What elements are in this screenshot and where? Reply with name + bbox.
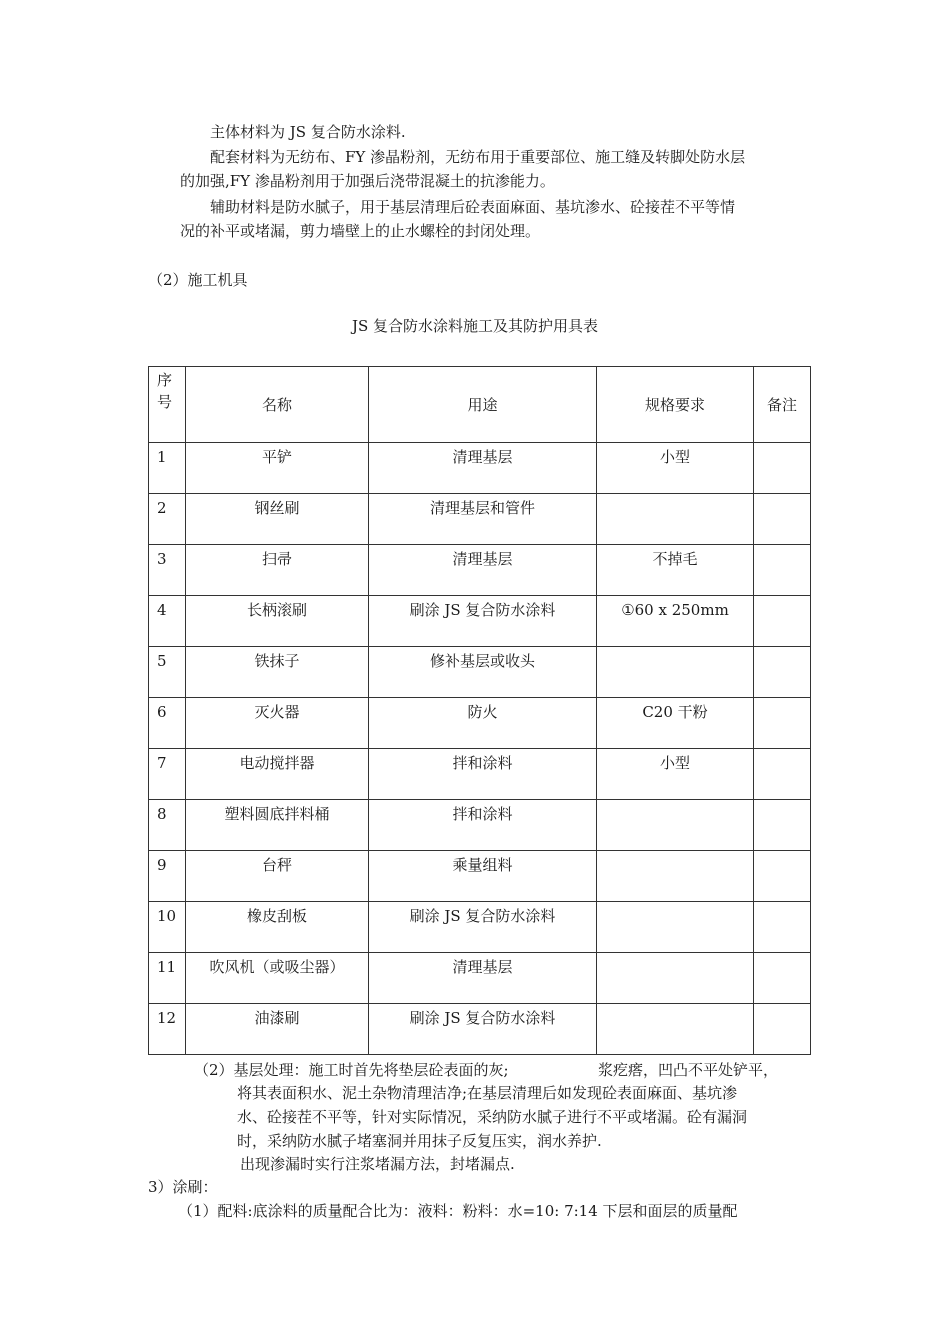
- table-row: [149, 902, 811, 953]
- auxiliary-material-line-1: 辅助材料是防水腻子，用于基层清理后砼表面麻面、基坑渗水、砼接茬不平等情: [210, 198, 736, 216]
- cell-seq: 7: [149, 749, 186, 800]
- header-name: 名称: [186, 367, 369, 443]
- base-treatment-line-1a: （2）基层处理：施工时首先将垫层砼表面的灰;: [194, 1061, 509, 1079]
- section-heading-tools: （2）施工机具: [148, 271, 248, 289]
- cell-use: 防火: [369, 698, 597, 749]
- cell-note: [754, 494, 811, 545]
- table-caption: JS 复合防水涂料施工及其防护用具表: [351, 317, 599, 335]
- table-row: [149, 851, 811, 902]
- table-row: [149, 953, 811, 1004]
- cell-seq: 9: [149, 851, 186, 902]
- cell-spec: C20 干粉: [597, 698, 754, 749]
- cell-spec: [597, 494, 754, 545]
- header-use: 用途: [369, 367, 597, 443]
- cell-name: 塑料圆底拌料桶: [186, 800, 369, 851]
- cell-use: 刷涂 JS 复合防水涂料: [369, 902, 597, 953]
- cell-seq: 6: [149, 698, 186, 749]
- cell-spec: [597, 953, 754, 1004]
- cell-name: 油漆刷: [186, 1004, 369, 1055]
- cell-seq: 2: [149, 494, 186, 545]
- base-treatment-line-4: 时，采纳防水腻子堵塞洞并用抹子反复压实，润水养护.: [237, 1132, 602, 1150]
- cell-note: [754, 443, 811, 494]
- base-treatment-line-2: 将其表面积水、泥土杂物清理洁净;在基层清理后如发现砼表面麻面、基坑渗: [237, 1084, 738, 1102]
- cell-use: 刷涂 JS 复合防水涂料: [369, 1004, 597, 1055]
- cell-seq: 10: [149, 902, 186, 953]
- table-row: [149, 1004, 811, 1055]
- cell-use: 清理基层和管件: [369, 494, 597, 545]
- cell-name: 铁抹子: [186, 647, 369, 698]
- base-treatment-line-1b: 浆疙瘩，凹凸不平处铲平，: [598, 1061, 779, 1079]
- cell-spec: 小型: [597, 749, 754, 800]
- cell-note: [754, 800, 811, 851]
- cell-use: 乘量组料: [369, 851, 597, 902]
- cell-seq: 12: [149, 1004, 186, 1055]
- coating-line-1: （1）配料:底涂料的质量配合比为：液料：粉料：水=10: 7:14 下层和面层的质量配: [178, 1202, 738, 1220]
- cell-name: 长柄滚刷: [186, 596, 369, 647]
- cell-name: 扫帚: [186, 545, 369, 596]
- header-seq-line-1: 序: [157, 371, 173, 389]
- cell-note: [754, 698, 811, 749]
- cell-note: [754, 749, 811, 800]
- header-spec: 规格要求: [597, 367, 754, 443]
- cell-note: [754, 647, 811, 698]
- table-row: [149, 545, 811, 596]
- table-row: [149, 494, 811, 545]
- cell-note: [754, 851, 811, 902]
- cell-spec: [597, 800, 754, 851]
- cell-use: 清理基层: [369, 545, 597, 596]
- table-row: [149, 800, 811, 851]
- main-material-text: 主体材料为 JS 复合防水涂料.: [210, 123, 406, 141]
- cell-name: 平铲: [186, 443, 369, 494]
- header-seq-line-2: 号: [157, 393, 173, 411]
- cell-spec: 不掉毛: [597, 545, 754, 596]
- cell-seq: 3: [149, 545, 186, 596]
- cell-seq: 4: [149, 596, 186, 647]
- tools-table: [148, 366, 811, 1055]
- auxiliary-material-line-2: 况的补平或堵漏，剪力墙壁上的止水螺栓的封闭处理。: [180, 222, 541, 240]
- cell-note: [754, 902, 811, 953]
- cell-spec: 小型: [597, 443, 754, 494]
- cell-use: 拌和涂料: [369, 800, 597, 851]
- cell-spec: ①60 x 250mm: [597, 596, 754, 647]
- base-treatment-line-3: 水、砼接茬不平等，针对实际情况，采纳防水腻子进行不平或堵漏。砼有漏洞: [237, 1108, 748, 1126]
- cell-note: [754, 953, 811, 1004]
- cell-use: 刷涂 JS 复合防水涂料: [369, 596, 597, 647]
- table-row: [149, 443, 811, 494]
- table-row: [149, 698, 811, 749]
- cell-seq: 5: [149, 647, 186, 698]
- cell-note: [754, 1004, 811, 1055]
- table-row: [149, 749, 811, 800]
- table-row: [149, 647, 811, 698]
- header-seq: [149, 367, 186, 443]
- cell-use: 拌和涂料: [369, 749, 597, 800]
- cell-spec: [597, 1004, 754, 1055]
- cell-use: 修补基层或收头: [369, 647, 597, 698]
- cell-note: [754, 596, 811, 647]
- coating-heading: 3）涂刷：: [148, 1178, 218, 1196]
- cell-name: 台秤: [186, 851, 369, 902]
- cell-note: [754, 545, 811, 596]
- table-header-row: [149, 367, 811, 443]
- table-row: [149, 596, 811, 647]
- cell-seq: 8: [149, 800, 186, 851]
- cell-name: 橡皮刮板: [186, 902, 369, 953]
- cell-seq: 11: [149, 953, 186, 1004]
- cell-name: 钢丝刷: [186, 494, 369, 545]
- cell-seq: 1: [149, 443, 186, 494]
- cell-use: 清理基层: [369, 953, 597, 1004]
- cell-use: 清理基层: [369, 443, 597, 494]
- cell-name: 吹风机（或吸尘器）: [186, 953, 369, 1004]
- cell-name: 电动搅拌器: [186, 749, 369, 800]
- supporting-material-line-1: 配套材料为无纺布、FY 渗晶粉剂，无纺布用于重要部位、施工缝及转脚处防水层: [210, 148, 746, 166]
- supporting-material-line-2: 的加强,FY 渗晶粉剂用于加强后浇带混凝土的抗渗能力。: [180, 172, 555, 190]
- cell-name: 灭火器: [186, 698, 369, 749]
- header-note: 备注: [754, 367, 811, 443]
- cell-spec: [597, 647, 754, 698]
- base-treatment-line-5: 出现渗漏时实行注浆堵漏方法，封堵漏点.: [240, 1155, 515, 1173]
- cell-spec: [597, 851, 754, 902]
- cell-spec: [597, 902, 754, 953]
